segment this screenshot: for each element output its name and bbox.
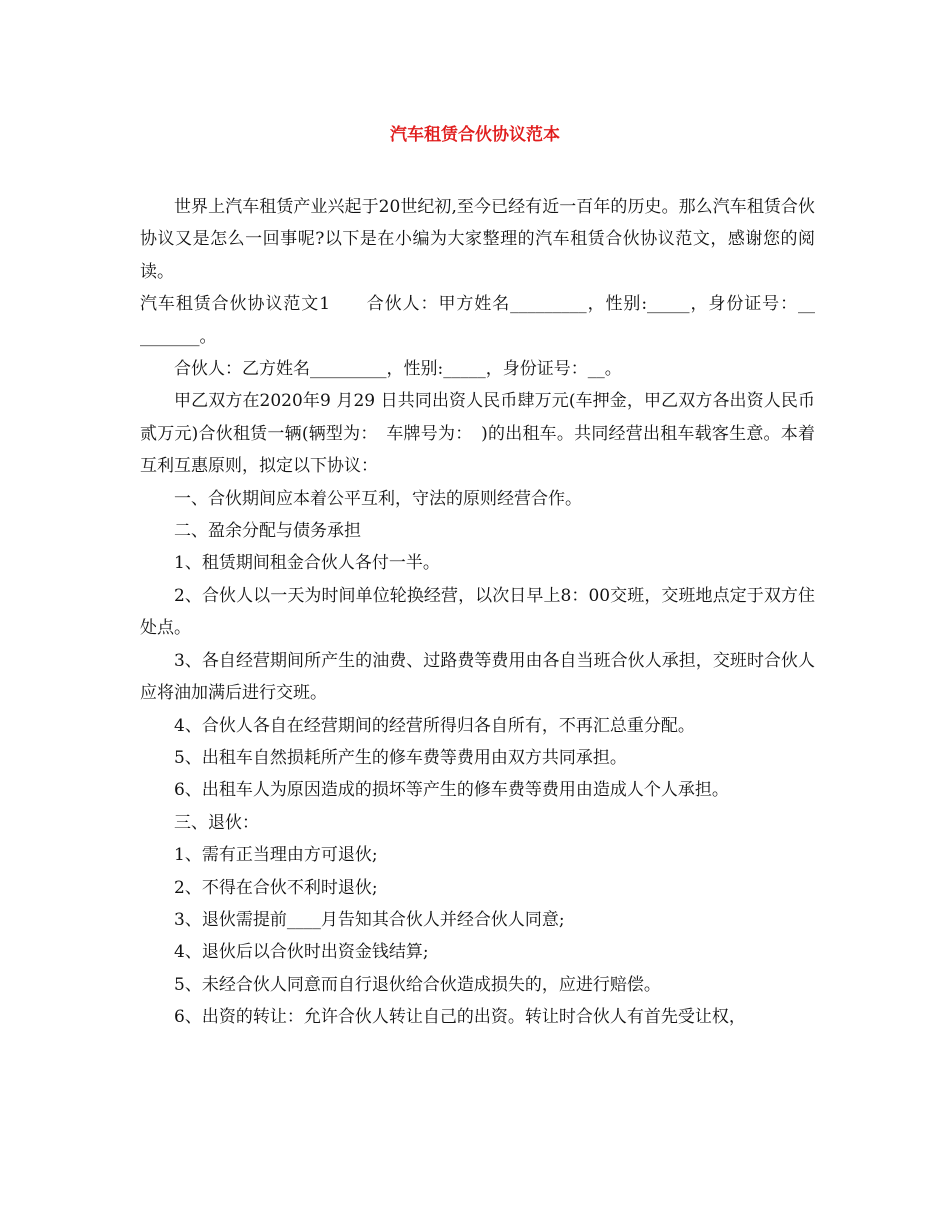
list-item: 3、退伙需提前____月告知其合伙人并经合伙人同意; — [174, 909, 565, 930]
document-body — [140, 191, 815, 1034]
list-item: 5、未经合伙人同意而自行退伙给合伙造成损失的，应进行赔偿。 — [174, 974, 661, 995]
paragraph: 甲乙双方在2020年9 月29 日共同出资人民币肆万元(车押金，甲乙双方各出资人民币贰万元)合伙租赁一辆(辆型为： 车牌号为： )的出租车。共同经营出租车载客生意。本着互利互惠原则，拟定以下协议： — [140, 391, 815, 477]
list-item: 3、各自经营期间所产生的油费、过路费等费用由各自当班合伙人承担，交班时合伙人应将油加满后进行交班。 — [140, 650, 815, 704]
list-item: 4、合伙人各自在经营期间的经营所得归各自所有，不再汇总重分配。 — [174, 715, 695, 736]
paragraph: 合伙人：乙方姓名_________，性别:_____，身份证号：__。 — [174, 359, 622, 380]
paragraph: 一、合伙期间应本着公平互利，守法的原则经营合作。 — [174, 488, 582, 509]
section-heading: 二、盈余分配与债务承担 — [174, 521, 361, 542]
paragraph: 世界上汽车租赁产业兴起于20世纪初,至今已经有近一百年的历史。那么汽车租赁合伙协议又是怎么一回事呢?以下是在小编为大家整理的汽车租赁合伙协议范文，感谢您的阅读。 — [140, 197, 815, 282]
list-item: 4、退伙后以合伙时出资金钱结算; — [174, 942, 429, 963]
list-item: 6、出租车人为原因造成的损坏等产生的修车费等费用由造成人个人承担。 — [174, 780, 729, 801]
paragraph: 汽车租赁合伙协议范文1 合伙人：甲方姓名_________，性别:_____，身份证号：__ _______。 — [140, 294, 815, 347]
document-title: 汽车租赁合伙协议范本 — [390, 125, 560, 145]
section-heading: 三、退伙： — [174, 812, 259, 833]
list-item: 2、不得在合伙不利时退伙; — [174, 877, 378, 898]
list-item: 6、出资的转让：允许合伙人转让自己的出资。转让时合伙人有首先受让权， — [174, 1007, 746, 1028]
list-item: 5、出租车自然损耗所产生的修车费等费用由双方共同承担。 — [174, 747, 627, 768]
list-item: 1、需有正当理由方可退伙; — [174, 845, 378, 866]
list-item: 1、租赁期间租金合伙人各付一半。 — [174, 553, 440, 574]
list-item: 2、合伙人以一天为时间单位轮换经营，以次日早上8：00交班，交班地点定于双方住处点。 — [140, 585, 815, 639]
